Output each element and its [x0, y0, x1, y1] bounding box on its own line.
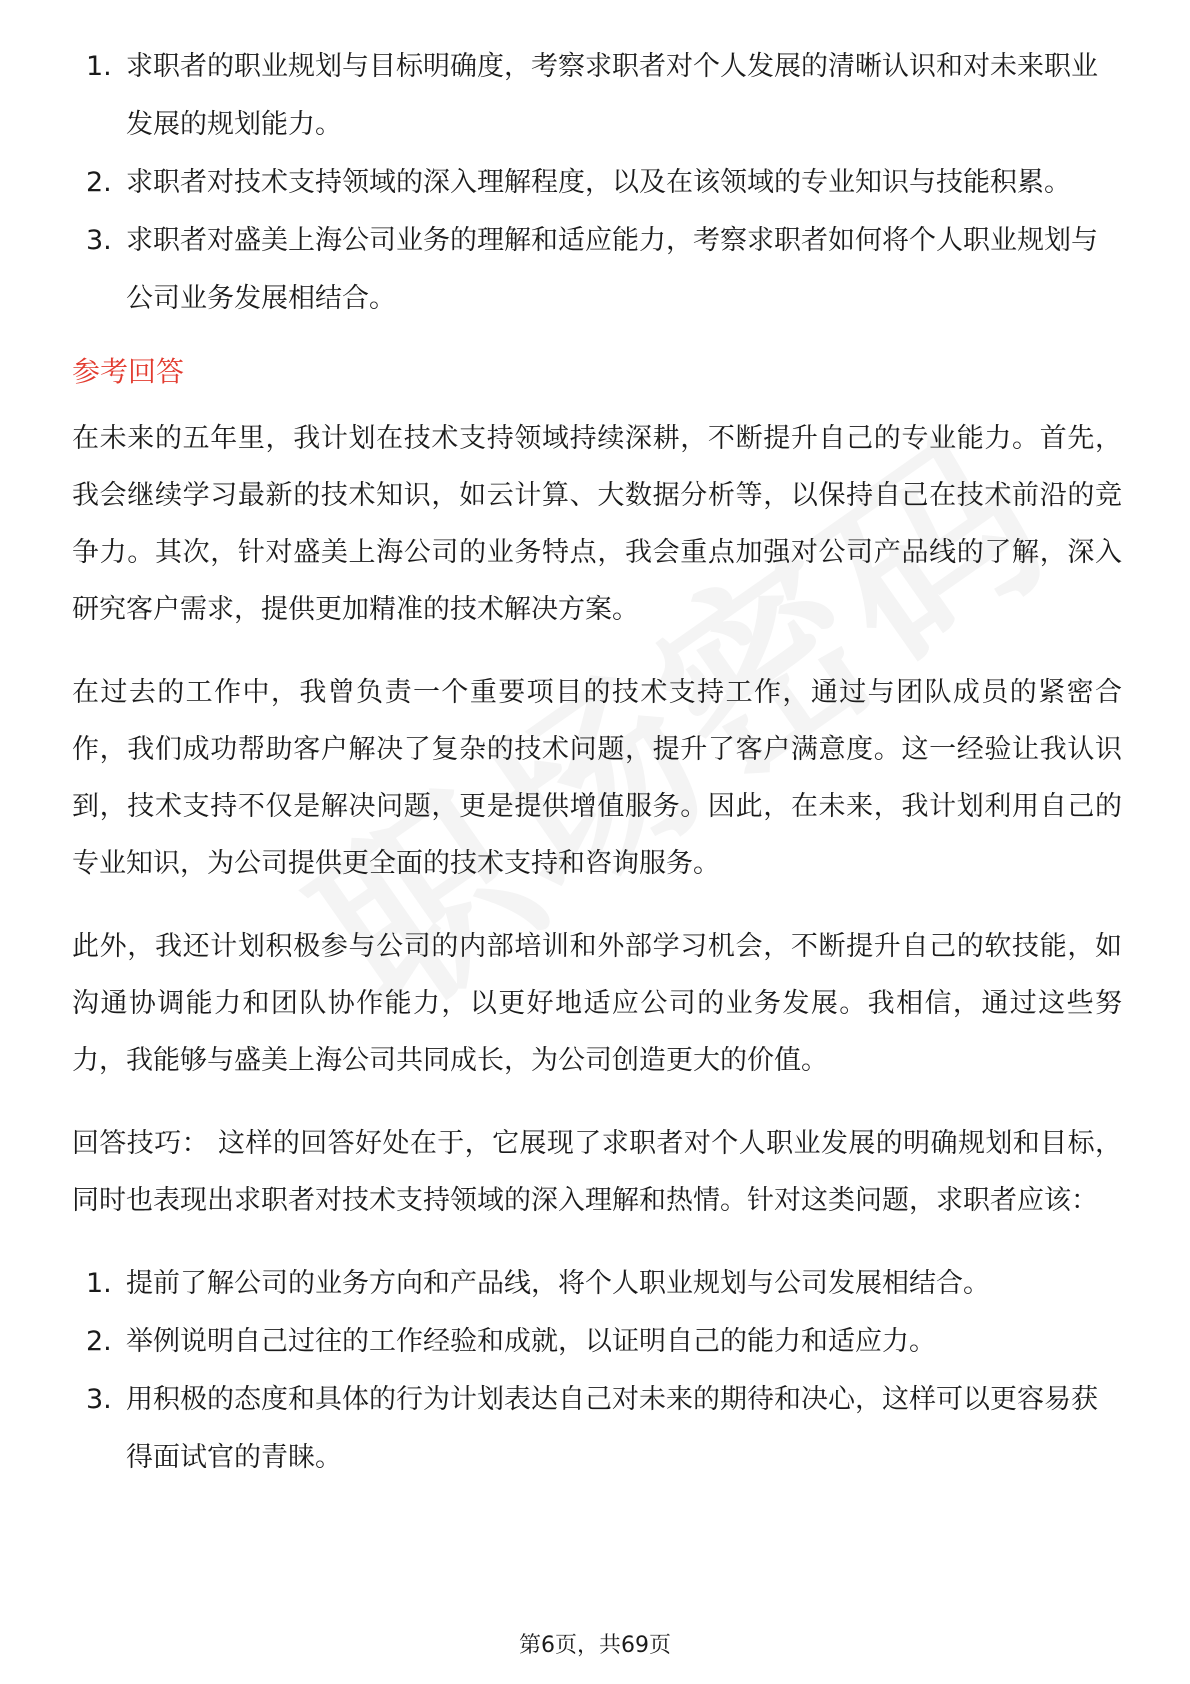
answer-paragraph: 在过去的工作中，我曾负责一个重要项目的技术支持工作，通过与团队成员的紧密合作，我们成功帮助客户解决了复杂的技术问题，提升了客户满意度。这一经验让我认识到，技术支持不仅是解决问题，更是提供增值服务。因此，在未来，我计划利用自己的专业知识，为公司提供更全面的技术支持和咨询服务。	[72, 677, 1122, 879]
list-item-text: 求职者的职业规划与目标明确度，考察求职者对个人发展的清晰认识和对未来职业发展的规划能力。	[126, 51, 1098, 140]
list-item	[72, 1313, 1122, 1371]
page-number-footer: 第6页，共69页	[519, 1633, 671, 1658]
list-item-number: 2.	[86, 167, 112, 198]
list-item	[72, 38, 1122, 154]
list-item-number: 1.	[86, 1268, 112, 1299]
list-item-text: 举例说明自己过往的工作经验和成就，以证明自己的能力和适应力。	[126, 1326, 936, 1357]
list-item	[72, 1371, 1122, 1487]
document-page	[72, 38, 1122, 1487]
answer-tips-paragraph: 回答技巧： 这样的回答好处在于，它展现了求职者对个人职业发展的明确规划和目标，同时也表现出求职者对技术支持领域的深入理解和热情。针对这类问题，求职者应该：	[72, 1128, 1122, 1216]
reference-answer-heading: 参考回答	[72, 355, 185, 388]
list-item-text: 提前了解公司的业务方向和产品线，将个人职业规划与公司发展相结合。	[126, 1268, 990, 1299]
list-item-number: 1.	[86, 51, 112, 82]
list-item-number: 2.	[86, 1326, 112, 1357]
list-item-text: 求职者对盛美上海公司业务的理解和适应能力，考察求职者如何将个人职业规划与公司业务发展相结合。	[126, 225, 1098, 314]
answer-paragraph: 在未来的五年里，我计划在技术支持领域持续深耕，不断提升自己的专业能力。首先，我会继续学习最新的技术知识，如云计算、大数据分析等，以保持自己在技术前沿的竞争力。其次，针对盛美上海公司的业务特点，我会重点加强对公司产品线的了解，深入研究客户需求，提供更加精准的技术解决方案。	[72, 423, 1122, 625]
answer-paragraph: 此外，我还计划积极参与公司的内部培训和外部学习机会，不断提升自己的软技能，如沟通协调能力和团队协作能力，以更好地适应公司的业务发展。我相信，通过这些努力，我能够与盛美上海公司共同成长，为公司创造更大的价值。	[72, 931, 1122, 1076]
list-item-number: 3.	[86, 225, 112, 256]
list-item-text: 用积极的态度和具体的行为计划表达自己对未来的期待和决心，这样可以更容易获得面试官的青睐。	[126, 1384, 1098, 1473]
list-item-text: 求职者对技术支持领域的深入理解程度，以及在该领域的专业知识与技能积累。	[126, 167, 1071, 198]
list-item	[72, 154, 1122, 212]
tips-list	[72, 1255, 1122, 1487]
list-item-number: 3.	[86, 1384, 112, 1415]
criteria-list	[72, 38, 1122, 328]
list-item	[72, 212, 1122, 328]
list-item	[72, 1255, 1122, 1313]
